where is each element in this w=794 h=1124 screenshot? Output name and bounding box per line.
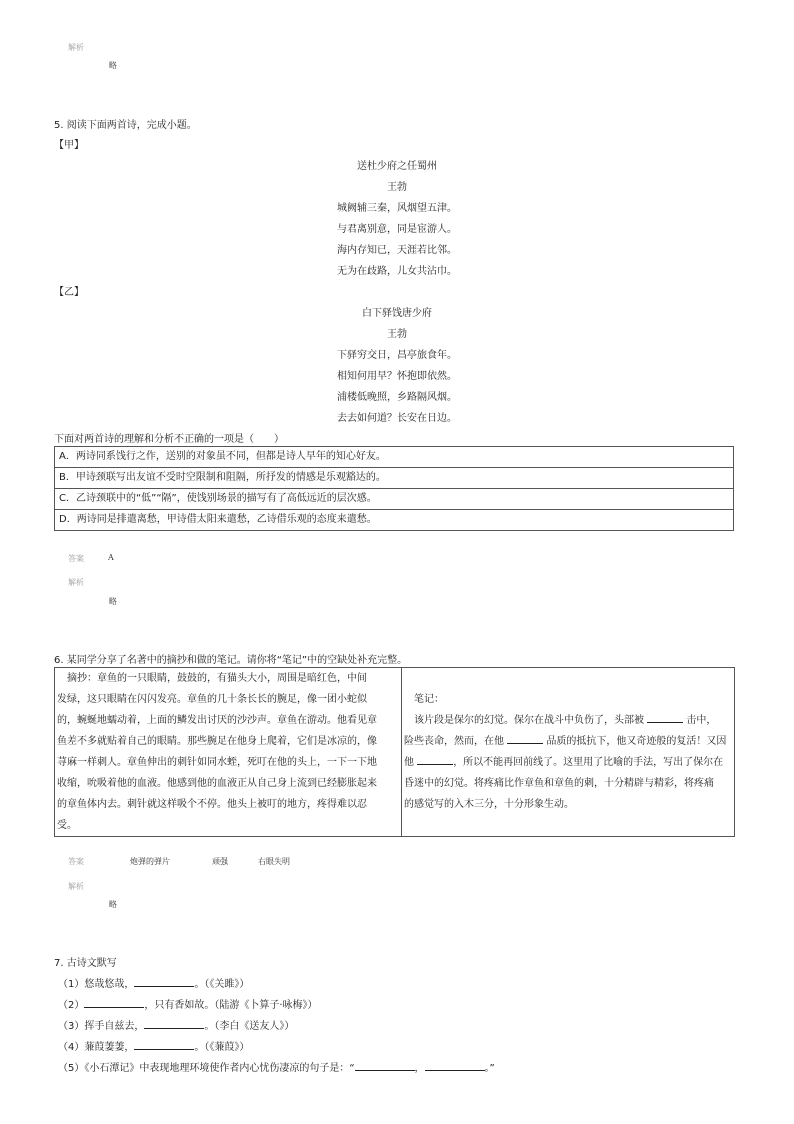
q5-analysis-label: 解析 [68, 578, 84, 587]
excerpt-line: 的章鱼体内去。刺针就这样吸个不停。他头上被叮的地方，疼得难以忍 [57, 799, 367, 810]
poem1-author: 王勃 [387, 182, 407, 193]
blank-field[interactable] [144, 1017, 204, 1029]
blank-field[interactable] [647, 711, 683, 723]
q7-item: （5）《小石潭记》中表现地理环境使作者内心忧伤凄凉的句子是：“ ， 。” [58, 1059, 495, 1074]
analysis-label: 解析 [68, 43, 84, 52]
analysis-text: 略 [109, 61, 117, 70]
note-line: 昏迷中的幻觉。将疼痛比作章鱼和章鱼的刺，十分精辟与精彩，将疼痛 [404, 778, 714, 789]
q5-yi-label: 【乙】 [54, 287, 84, 298]
note-line: 他 ，所以不能再回前线了。这里用了比喻的手法，写出了保尔在 [404, 752, 732, 773]
excerpt-line: 受。 [57, 820, 77, 831]
excerpt-cell [55, 668, 402, 837]
q6-answer-2: 顽强 [212, 857, 228, 866]
poem1-title: 送杜少府之任蜀州 [357, 161, 437, 172]
q5-options-table [54, 446, 734, 531]
q6-title: 6. 某同学分享了名著中的摘抄和做的笔记。请你将“笔记”中的空缺处补充完整。 [54, 655, 408, 666]
note-line: 的感觉写的入木三分，十分形象生动。 [404, 799, 574, 810]
poem2-line: 下驿穷交日，昌亭旅食年。 [337, 350, 457, 361]
q6-answer-1: 炮弹的弹片 [130, 857, 170, 866]
note-label: 笔记： [404, 694, 444, 705]
option-c[interactable]: C．乙诗颈联中的“低”“隔”，使饯别场景的描写有了高低远近的层次感。 [55, 489, 734, 510]
blank-field[interactable] [134, 1038, 194, 1050]
note-line: 该片段是保尔的幻觉。保尔在战斗中负伤了，头部被 击中， [404, 710, 732, 731]
excerpt-line: 荨麻一样刺人。章鱼伸出的刺针如同水蛭，死叮在他的头上，一下一下地 [57, 757, 377, 768]
q7-item: （1）悠哉悠哉， 。（《关雎》） [58, 975, 249, 990]
q6-answer-label: 答案 [68, 857, 84, 866]
excerpt-line: 的，蜿蜒地蠕动着，上面的鳞发出讨厌的沙沙声。章鱼在游动。他看见章 [57, 715, 377, 726]
q6-answer-3: 右眼失明 [258, 857, 290, 866]
poem1-line: 与君离别意，同是宦游人。 [337, 224, 457, 235]
option-d[interactable]: D．两诗同是排遣离愁，甲诗借太阳来遣愁，乙诗借乐观的态度来遣愁。 [55, 510, 734, 531]
q5-question: 下面对两首诗的理解和分析不正确的一项是（ ） [54, 434, 284, 445]
blank-field[interactable] [417, 753, 453, 765]
option-b[interactable]: B．甲诗颈联写出友谊不受时空限制和阻隔，所抒发的情感是乐观豁达的。 [55, 468, 734, 489]
q6-analysis-label: 解析 [68, 882, 84, 891]
note-cell [402, 668, 735, 837]
note-line: 险些丧命，然而，在他 品质的抵抗下，他又奇迹般的复活！又因 [404, 731, 732, 752]
q6-notes-table [54, 667, 735, 837]
poem1-line: 海内存知已，天涯若比邻。 [337, 245, 457, 256]
excerpt-line: 鱼差不多就贴着自己的眼睛。那些腕足在他身上爬着，它们是冰凉的，像 [57, 736, 377, 747]
excerpt-line: 发绿，这只眼睛在闪闪发亮。章鱼的几十条长长的腕足，像一团小蛇似 [57, 694, 367, 705]
option-a[interactable]: A．两诗同系饯行之作，送别的对象虽不同，但都是诗人早年的知心好友。 [55, 447, 734, 468]
q7-item: （3）挥手自兹去， 。（李白《送友人》） [58, 1017, 294, 1032]
q5-jia-label: 【甲】 [54, 140, 84, 151]
excerpt-line: 摘抄：章鱼的一只眼睛，鼓鼓的，有猫头大小，周围是暗红色，中间 [57, 673, 367, 684]
q7-item: （4）蒹葭萋萋， 。（《蒹葭》） [58, 1038, 249, 1053]
q7-title: 7. 古诗文默写 [54, 958, 117, 969]
q5-answer: A [108, 553, 114, 562]
poem1-line: 无为在歧路，儿女共沾巾。 [337, 266, 457, 277]
poem2-line: 去去如何道？长安在日边。 [337, 413, 457, 424]
q5-analysis-text: 略 [109, 597, 117, 606]
q5-title: 5. 阅读下面两首诗，完成小题。 [54, 120, 197, 131]
blank-field[interactable] [355, 1059, 415, 1071]
blank-field[interactable] [425, 1059, 485, 1071]
blank-field[interactable] [84, 996, 144, 1008]
q6-analysis-text: 略 [109, 900, 117, 909]
poem2-title: 白下驿饯唐少府 [362, 308, 432, 319]
poem2-line: 浦楼低晚照，乡路隔风烟。 [337, 392, 457, 403]
poem2-author: 王勃 [387, 329, 407, 340]
q7-item: （2） ，只有香如故。（陆游《卜算子·咏梅》） [58, 996, 318, 1011]
blank-field[interactable] [134, 975, 194, 987]
poem1-line: 城阙辅三秦，风烟望五津。 [337, 203, 457, 214]
excerpt-line: 收缩，吮吸着他的血液。他感到他的血液正从自己身上流到已经膨胀起来 [57, 778, 377, 789]
q5-answer-label: 答案 [68, 554, 84, 563]
poem2-line: 相知何用早？怀抱即依然。 [337, 371, 457, 382]
blank-field[interactable] [507, 732, 543, 744]
